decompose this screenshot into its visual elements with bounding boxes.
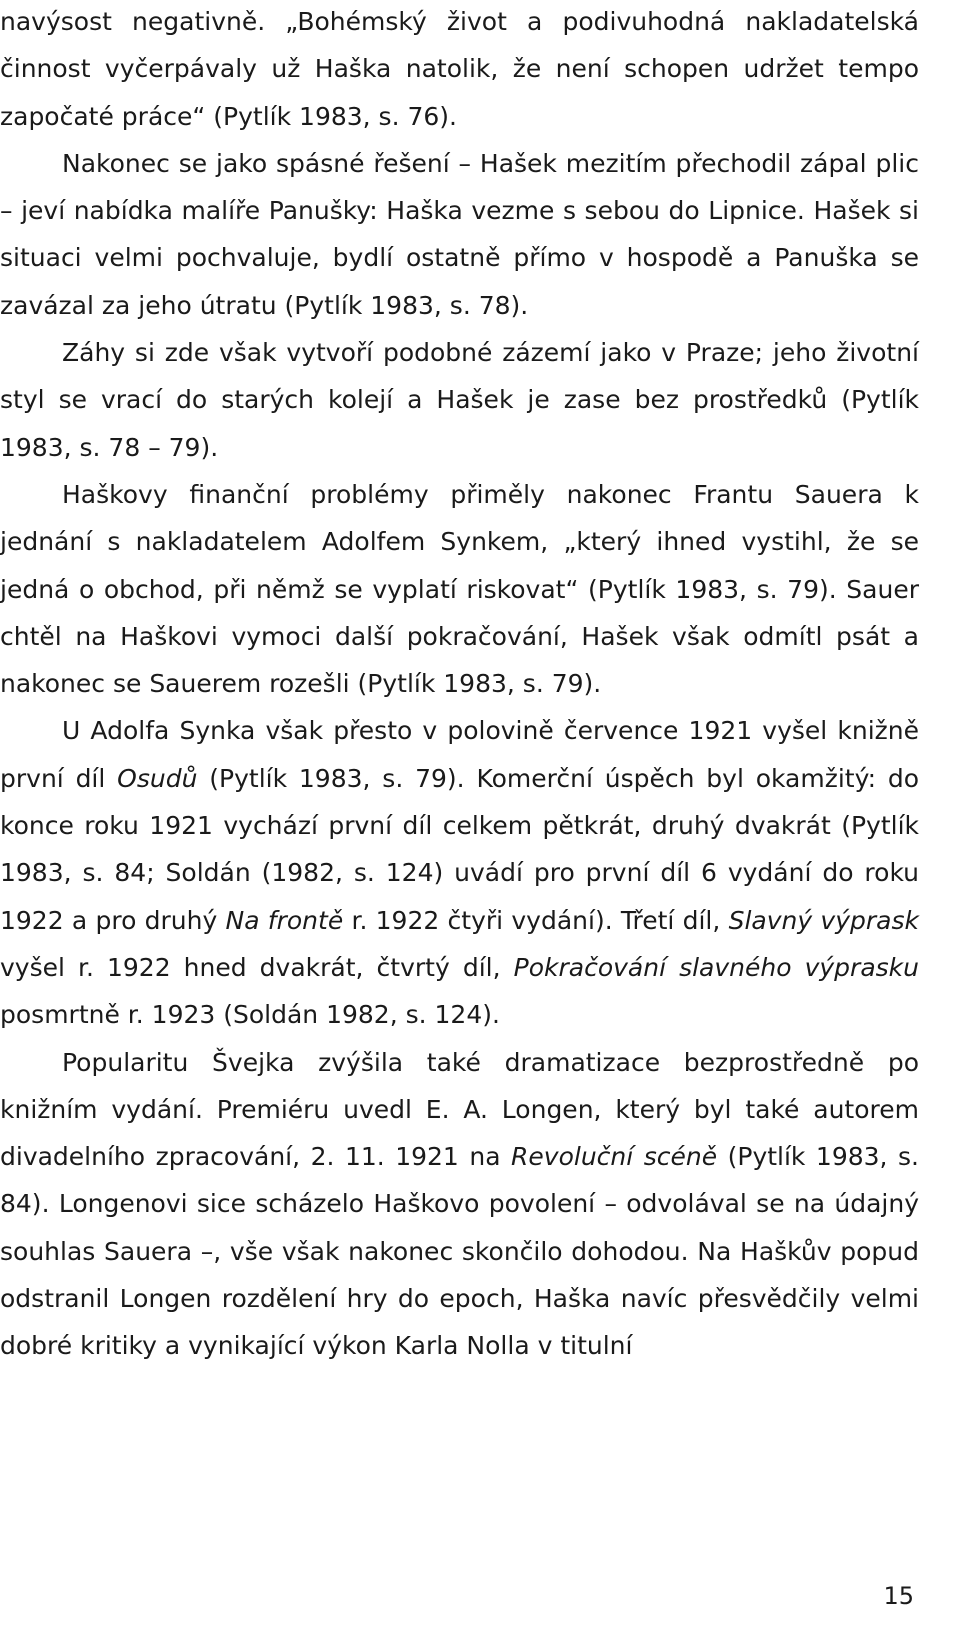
paragraph bbox=[0, 140, 919, 329]
text-segment: Záhy si zde však vytvoří podobné zázemí jako v Praze; jeho životní styl se vrací do starých kolejí a Hašek je zase bez prostředků (Pytlík 1983, s. 78 – 79). bbox=[0, 338, 919, 462]
paragraph bbox=[0, 1039, 919, 1370]
text-segment: (Pytlík 1983, s. 79). Komerční úspěch byl okamžitý: do konce roku 1921 vychází první díl celkem pětkrát, druhý dvakrát (Pytlík 1983, s. 84; Soldán (1982, s. 124) uvádí pro první díl 6 vydání do roku 1922 a pro druhý bbox=[0, 763, 919, 935]
paragraph bbox=[0, 707, 919, 1038]
italic-title: Revoluční scéně bbox=[511, 1142, 718, 1172]
text-segment: vyšel r. 1922 hned dvakrát, čtvrtý díl, bbox=[0, 952, 514, 982]
page-number: 15 bbox=[883, 1582, 914, 1610]
text-segment: Popularitu Švejka zvýšila také dramatizace bezprostředně po knižním vydání. Premiéru uvedl E. A. Longen, který byl také autorem divadelního zpracování, 2. 11. 1921 na bbox=[0, 1047, 919, 1172]
text-segment: (Pytlík 1983, s. 84). Longenovi sice scházelo Haškovo povolení – odvolával se na údajný souhlas Sauera –, vše však nakonec skončilo dohodou. Na Haškův popud odstranil Longen rozdělení hry do epoch, Haška navíc přesvědčily velmi dobré kritiky a vynikající výkon Karla Nolla v titulní bbox=[0, 1142, 919, 1361]
text-segment: r. 1922 čtyři vydání). Třetí díl, bbox=[343, 905, 729, 935]
italic-title: Slavný výprask bbox=[728, 905, 919, 935]
text-segment: U Adolfa Synka však přesto v polovině července 1921 vyšel knižně první díl bbox=[0, 716, 919, 793]
paragraph bbox=[0, 329, 919, 471]
italic-title: Pokračování slavného výprasku bbox=[513, 952, 919, 982]
text-segment: navýsost negativně. „Bohémský život a podivuhodná nakladatelská činnost vyčerpávaly už Haška natolik, že není schopen udržet tempo započaté práce“ (Pytlík 1983, s. 76). bbox=[0, 7, 919, 131]
paragraph bbox=[0, 471, 919, 707]
text-segment: posmrtně r. 1923 (Soldán 1982, s. 124). bbox=[0, 1000, 500, 1030]
paragraph bbox=[0, 0, 919, 140]
italic-title: Osudů bbox=[117, 763, 198, 793]
text-segment: Haškovy finanční problémy přiměly nakonec Frantu Sauera k jednání s nakladatelem Adolfem Synkem, „který ihned vystihl, že se jedná o obchod, při němž se vyplatí riskovat“ (Pytlík 1983, s. 79). Sauer chtěl na Haškovi vymoci další pokračování, Hašek však odmítl psát a nakonec se Sauerem rozešli (Pytlík 1983, s. 79). bbox=[0, 479, 919, 699]
italic-title: Na frontě bbox=[225, 905, 344, 935]
text-segment: Nakonec se jako spásné řešení – Hašek mezitím přechodil zápal plic – jeví nabídka malíře Panušky: Haška vezme s sebou do Lipnice. Hašek si situaci velmi pochvaluje, bydlí ostatně přímo v hospodě a Panuška se zavázal za jeho útratu (Pytlík 1983, s. 78). bbox=[0, 148, 919, 320]
